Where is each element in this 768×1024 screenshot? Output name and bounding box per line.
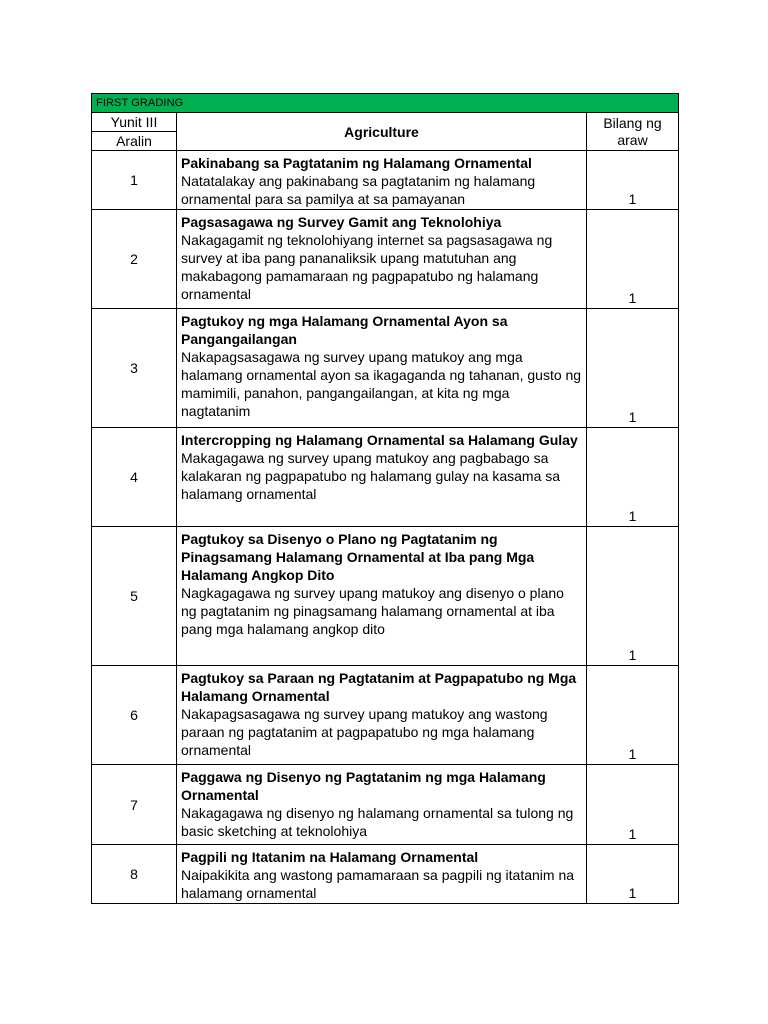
lesson-content <box>177 428 587 527</box>
lesson-content <box>177 666 587 765</box>
lesson-days: 1 <box>587 428 679 527</box>
lesson-description: Naipakikita ang wastong pamamaraan sa pagpili ng itatanim na halamang ornamental <box>181 867 575 901</box>
lesson-number: 5 <box>92 527 177 666</box>
lesson-number: 8 <box>92 845 177 904</box>
lesson-title: Pakinabang sa Pagtatanim ng Halamang Ornamental <box>181 155 532 171</box>
table-row <box>92 666 679 765</box>
lesson-title: Pagtukoy sa Paraan ng Pagtatanim at Pagpapatubo ng Mga Halamang Ornamental <box>181 670 577 704</box>
lesson-content <box>177 210 587 309</box>
lesson-description: Nagkagagawa ng survey upang matukoy ang disenyo o plano ng pagtatanim ng pinagsamang halamang ornamental at iba pang mga halamang angkop dito <box>181 585 564 637</box>
lesson-days: 1 <box>587 765 679 845</box>
grading-label: FIRST GRADING <box>92 94 679 113</box>
grading-row <box>92 94 679 113</box>
curriculum-table <box>91 93 679 904</box>
table-row <box>92 151 679 210</box>
days-header-line1: Bilang ng <box>603 114 662 131</box>
lesson-content <box>177 845 587 904</box>
lesson-days: 1 <box>587 527 679 666</box>
unit-header: Yunit III <box>92 113 177 132</box>
lesson-title: Intercropping ng Halamang Ornamental sa Halamang Gulay <box>181 432 578 448</box>
lesson-days: 1 <box>587 666 679 765</box>
table-row <box>92 765 679 845</box>
lesson-number: 3 <box>92 309 177 428</box>
curriculum-document <box>91 93 678 904</box>
lesson-content <box>177 527 587 666</box>
lesson-description: Makagagawa ng survey upang matukoy ang pagbabago sa kalakaran ng pagpapatubo ng halamang gulay na kasama sa halamang ornamental <box>181 450 561 502</box>
lesson-days: 1 <box>587 845 679 904</box>
days-header <box>587 113 679 151</box>
lesson-content <box>177 151 587 210</box>
lesson-description: Natatalakay ang pakinabang sa pagtatanim ng halamang ornamental para sa pamilya at sa pamayanan <box>181 173 536 207</box>
subject-header: Agriculture <box>177 113 587 151</box>
lesson-content <box>177 765 587 845</box>
table-row <box>92 527 679 666</box>
lesson-description: Nakagagawa ng disenyo ng halamang ornamental sa tulong ng basic sketching at teknolohiya <box>181 805 574 839</box>
lesson-days: 1 <box>587 210 679 309</box>
lesson-days: 1 <box>587 309 679 428</box>
lesson-content <box>177 309 587 428</box>
header-row <box>92 113 679 132</box>
lesson-title: Pagpili ng Itatanim na Halamang Ornamental <box>181 849 479 865</box>
table-row <box>92 210 679 309</box>
lesson-title: Pagsasagawa ng Survey Gamit ang Teknolohiya <box>181 214 502 230</box>
lesson-description: Nakagagamit ng teknolohiyang internet sa pagsasagawa ng survey at iba pang pananaliksik upang matutuhan ang makabagong pamamaraan ng pagpapatubo ng halamang ornamental <box>181 232 553 302</box>
lesson-description: Nakapagsasagawa ng survey upang matukoy ang mga halamang ornamental ayon sa ikagaganda ng tahanan, gusto ng mamimili, panahon, pangangailangan, at kita ng mga nagtatanim <box>181 349 582 419</box>
lesson-days: 1 <box>587 151 679 210</box>
lesson-number: 4 <box>92 428 177 527</box>
table-row <box>92 428 679 527</box>
table-row <box>92 309 679 428</box>
table-row <box>92 845 679 904</box>
lesson-number: 7 <box>92 765 177 845</box>
lesson-description: Nakapagsasagawa ng survey upang matukoy ang wastong paraan ng pagtatanim at pagpapatubo ng mga halamang ornamental <box>181 706 548 758</box>
lesson-title: Paggawa ng Disenyo ng Pagtatanim ng mga Halamang Ornamental <box>181 769 546 803</box>
lesson-number: 1 <box>92 151 177 210</box>
lesson-title: Pagtukoy ng mga Halamang Ornamental Ayon sa Pangangailangan <box>181 313 508 347</box>
lesson-title: Pagtukoy sa Disenyo o Plano ng Pagtatanim ng Pinagsamang Halamang Ornamental at Iba pang Mga Halamang Angkop Dito <box>181 531 535 583</box>
lesson-header: Aralin <box>92 132 177 151</box>
days-header-line2: araw <box>617 131 648 148</box>
lesson-number: 6 <box>92 666 177 765</box>
lesson-number: 2 <box>92 210 177 309</box>
